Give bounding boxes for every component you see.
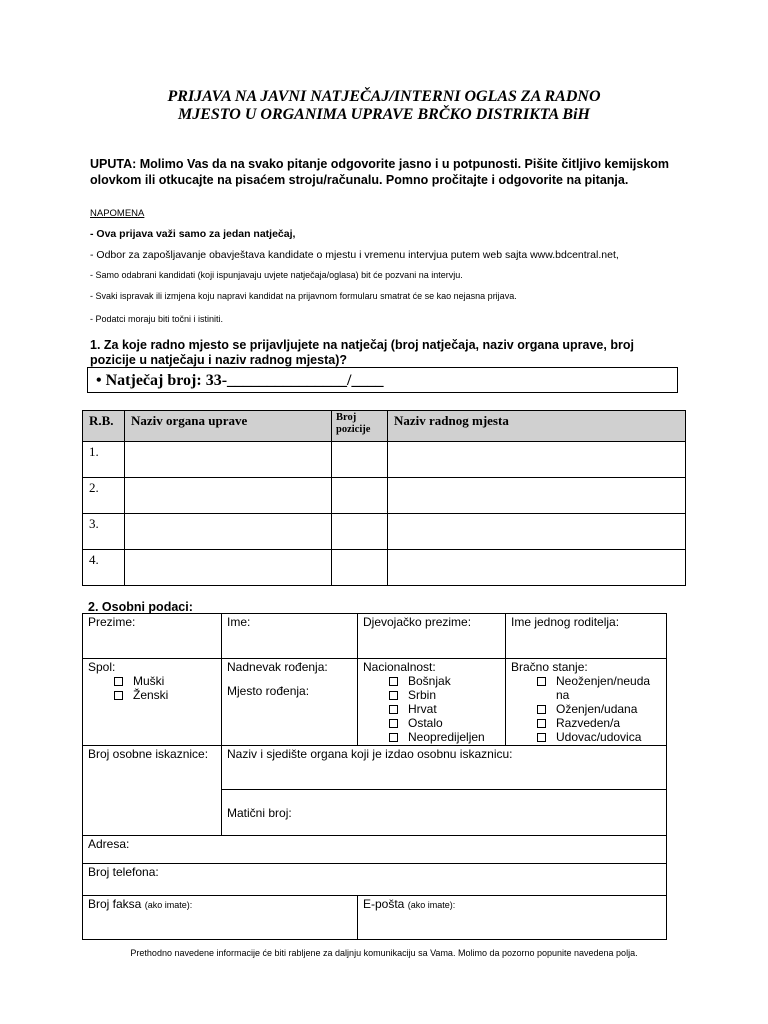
prezime-field[interactable]: Prezime: — [83, 614, 222, 659]
checkbox-icon[interactable] — [389, 719, 398, 728]
pozicija-input[interactable] — [332, 550, 388, 586]
napomena-item-2: - Odbor za zapošljavanje obavještava kandidate o mjestu i vremenu intervjua putem web sajta www.bdcentral.net, — [90, 249, 619, 261]
organ-input[interactable] — [125, 550, 332, 586]
bracno-cell — [506, 659, 667, 746]
header-organ: Naziv organa uprave — [125, 411, 332, 442]
adresa-field[interactable]: Adresa: — [83, 836, 667, 864]
radno-mjesto-input[interactable] — [388, 514, 686, 550]
table-row — [83, 514, 686, 550]
row-number: 1. — [83, 442, 125, 478]
napomena-item-4: - Svaki ispravak ili izmjena koju napravi kandidat na prijavnom formularu smatrat će se kao nejasna prijava. — [90, 291, 517, 301]
natjecaj-number-field[interactable]: • Natječaj broj: 33-_______________/____ — [87, 367, 678, 393]
nadnevak-label[interactable]: Nadnevak rođenja: — [227, 660, 328, 674]
checkbox-icon[interactable] — [389, 677, 398, 686]
checkbox-icon[interactable] — [537, 733, 546, 742]
spol-option[interactable]: Muški — [88, 674, 216, 688]
ime-field[interactable]: Ime: — [222, 614, 358, 659]
napomena-heading: NAPOMENA — [90, 208, 145, 219]
bracno-label: Bračno stanje: — [511, 660, 588, 674]
napomena-item-3: - Samo odabrani kandidati (koji ispunjavaju uvjete natječaja/oglasa) bit će pozvani na intervju. — [90, 270, 463, 280]
napomena-item-5: - Podatci moraju biti točni i istiniti. — [90, 314, 224, 324]
table-header-row — [83, 411, 686, 442]
roditelj-field[interactable]: Ime jednog roditelja: — [506, 614, 667, 659]
positions-table — [82, 410, 686, 586]
nacionalnost-option[interactable]: Hrvat — [363, 702, 500, 716]
table-row — [83, 550, 686, 586]
organ-input[interactable] — [125, 442, 332, 478]
row-number: 3. — [83, 514, 125, 550]
organ-input[interactable] — [125, 514, 332, 550]
checkbox-icon[interactable] — [389, 705, 398, 714]
nacionalnost-option[interactable]: Neopredijeljen — [363, 730, 500, 744]
faks-field[interactable]: Broj faksa (ako imate): — [83, 896, 358, 940]
row-number: 2. — [83, 478, 125, 514]
mjesto-label[interactable]: Mjesto rođenja: — [227, 684, 310, 698]
nacionalnost-cell — [358, 659, 506, 746]
rodjenje-cell — [222, 659, 358, 746]
bracno-option[interactable]: Razveden/a — [511, 716, 661, 730]
spol-option[interactable]: Ženski — [88, 688, 216, 702]
spol-cell — [83, 659, 222, 746]
table-row — [83, 442, 686, 478]
telefon-field[interactable]: Broj telefona: — [83, 864, 667, 896]
footer-note: Prethodno navedene informacije će biti rabljene za daljnju komunikaciju sa Vama. Molimo da pozorno popunite navedena polja. — [130, 948, 638, 958]
nacionalnost-option[interactable]: Bošnjak — [363, 674, 500, 688]
pozicija-input[interactable] — [332, 478, 388, 514]
title-line-1: PRIJAVA NA JAVNI NATJEČAJ/INTERNI OGLAS ZA RADNO — [167, 88, 601, 105]
bracno-option[interactable]: Oženjen/udana — [511, 702, 661, 716]
radno-mjesto-input[interactable] — [388, 442, 686, 478]
header-pozicija: Broj pozicije — [332, 411, 388, 442]
row-number: 4. — [83, 550, 125, 586]
bracno-option[interactable]: Udovac/udovica — [511, 730, 661, 744]
maticni-field[interactable]: Matični broj: — [222, 790, 667, 836]
title-line-2: MJESTO U ORGANIMA UPRAVE BRČKO DISTRIKTA BiH — [178, 106, 590, 123]
bracno-wrap: na — [556, 688, 570, 702]
header-rb: R.B. — [83, 411, 125, 442]
form-title — [0, 88, 768, 124]
osobna-field[interactable]: Broj osobne iskaznice: — [83, 746, 222, 836]
personal-data-table — [82, 613, 667, 940]
radno-mjesto-input[interactable] — [388, 550, 686, 586]
header-radno-mjesto: Naziv radnog mjesta — [388, 411, 686, 442]
checkbox-icon[interactable] — [537, 677, 546, 686]
checkbox-icon[interactable] — [537, 705, 546, 714]
checkbox-icon[interactable] — [389, 733, 398, 742]
checkbox-icon[interactable] — [114, 691, 123, 700]
nacionalnost-label: Nacionalnost: — [363, 660, 436, 674]
organ-izdao-field[interactable]: Naziv i sjedište organa koji je izdao osobnu iskaznicu: — [222, 746, 667, 790]
nacionalnost-option[interactable]: Ostalo — [363, 716, 500, 730]
checkbox-icon[interactable] — [114, 677, 123, 686]
djevojacko-field[interactable]: Djevojačko prezime: — [358, 614, 506, 659]
napomena-item-1: - Ova prijava važi samo za jedan natječaj, — [90, 228, 296, 240]
table-row — [83, 478, 686, 514]
email-field[interactable]: E-pošta (ako imate): — [358, 896, 667, 940]
bracno-option[interactable]: Neoženjen/neuda — [511, 674, 661, 688]
instructions: UPUTA: Molimo Vas da na svako pitanje odgovorite jasno i u potpunosti. Pišite čitljivo kemijskom olovkom ili otkucajte na pisaćem stroju/računalu. Pomno pročitajte i odgovorite na pitanja. — [90, 157, 670, 187]
nacionalnost-option[interactable]: Srbin — [363, 688, 500, 702]
question-1: 1. Za koje radno mjesto se prijavljujete na natječaj (broj natječaja, naziv organa uprave, broj pozicije u natječaju i naziv radnog mjesta)? — [90, 338, 634, 367]
checkbox-icon[interactable] — [389, 691, 398, 700]
pozicija-input[interactable] — [332, 442, 388, 478]
organ-input[interactable] — [125, 478, 332, 514]
checkbox-icon[interactable] — [537, 719, 546, 728]
pozicija-input[interactable] — [332, 514, 388, 550]
spol-label: Spol: — [88, 660, 116, 674]
question-2: 2. Osobni podaci: — [88, 600, 193, 614]
radno-mjesto-input[interactable] — [388, 478, 686, 514]
